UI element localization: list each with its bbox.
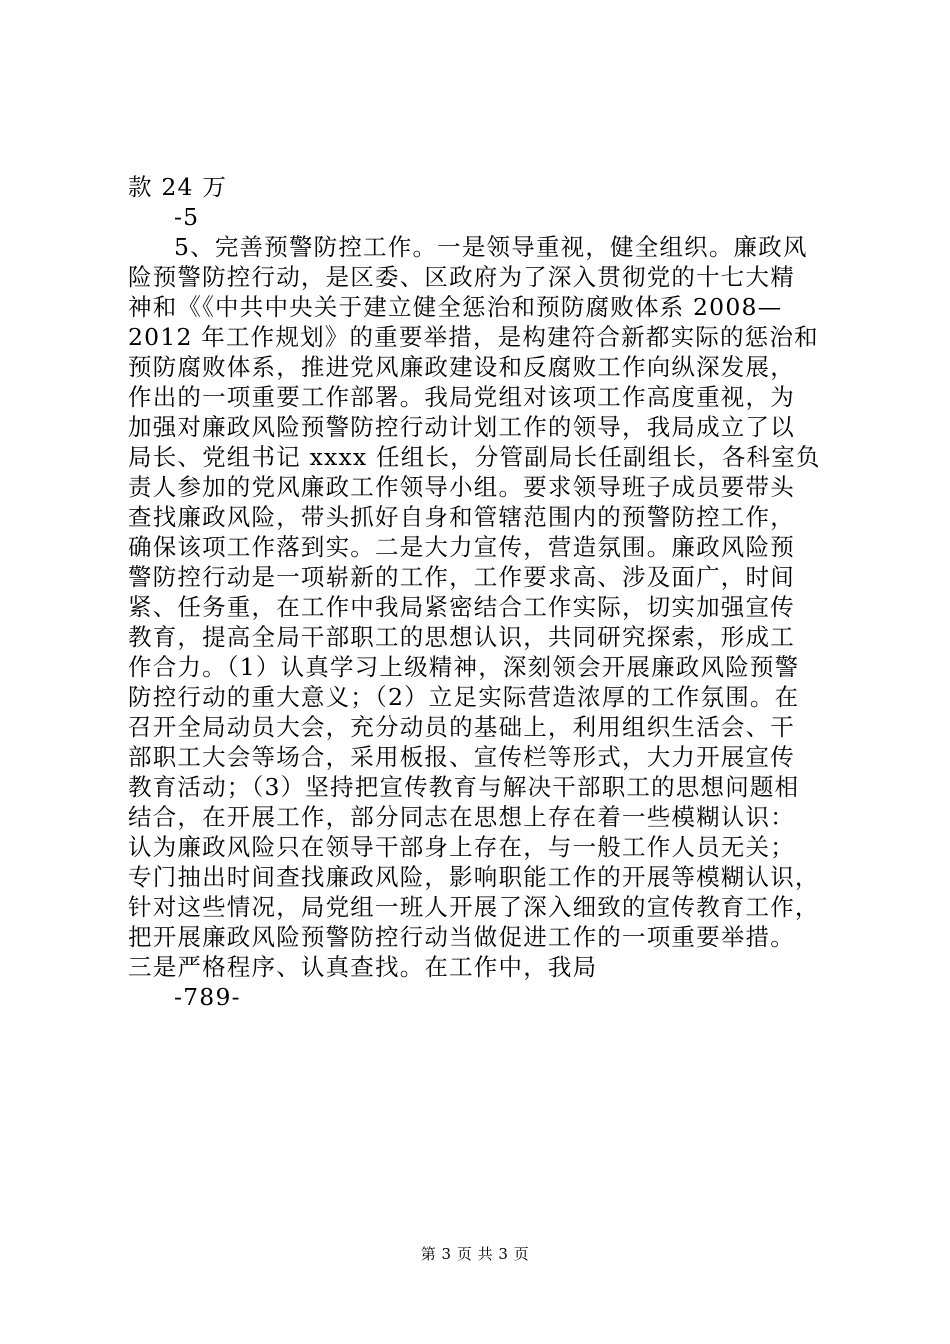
- body-line: 作合力。（1）认真学习上级精神，深刻领会开展廉政风险预警: [128, 653, 800, 681]
- body-line: 教育活动；（3）坚持把宣传教育与解决干部职工的思想问题相: [128, 773, 800, 801]
- body-line: 款 24 万: [128, 173, 228, 201]
- body-line: 结合，在开展工作，部分同志在思想上存在着一些模糊认识：: [128, 803, 795, 831]
- body-line: 查找廉政风险，带头抓好自身和管辖范围内的预警防控工作，: [128, 503, 795, 531]
- body-line: -789-: [174, 983, 241, 1011]
- body-line: 责人参加的党风廉政工作领导小组。要求领导班子成员要带头: [128, 473, 795, 501]
- body-line: 教育，提高全局干部职工的思想认识，共同研究探索，形成工: [128, 623, 795, 651]
- body-line: 召开全局动员大会，充分动员的基础上，利用组织生活会、干: [128, 713, 795, 741]
- body-line: 5、完善预警防控工作。一是领导重视，健全组织。廉政风: [174, 233, 808, 261]
- body-line: 部职工大会等场合，采用板报、宣传栏等形式，大力开展宣传: [128, 743, 795, 771]
- body-line: 加强对廉政风险预警防控行动计划工作的领导，我局成立了以: [128, 413, 795, 441]
- body-line: 专门抽出时间查找廉政风险，影响职能工作的开展等模糊认识，: [128, 863, 820, 891]
- body-line: 把开展廉政风险预警防控行动当做促进工作的一项重要举措。: [128, 923, 795, 951]
- page-number-label: 第 3 页 共 3 页: [420, 1245, 530, 1263]
- body-line: 紧、任务重，在工作中我局紧密结合工作实际，切实加强宣传: [128, 593, 795, 621]
- body-line: 警防控行动是一项崭新的工作，工作要求高、涉及面广，时间: [128, 563, 795, 591]
- body-line: 针对这些情况，局党组一班人开展了深入细致的宣传教育工作，: [128, 893, 820, 921]
- body-line: 三是严格程序、认真查找。在工作中，我局: [128, 953, 598, 981]
- document-body: [128, 172, 828, 1012]
- body-line: 确保该项工作落到实。二是大力宣传，营造氛围。廉政风险预: [128, 533, 795, 561]
- body-line: 认为廉政风险只在领导干部身上存在，与一般工作人员无关；: [128, 833, 795, 861]
- body-line: 预防腐败体系，推进党风廉政建设和反腐败工作向纵深发展，: [128, 353, 795, 381]
- body-line: 作出的一项重要工作部署。我局党组对该项工作高度重视，为: [128, 383, 795, 411]
- body-line: 神和《《中共中央关于建立健全惩治和预防腐败体系 2008—: [128, 293, 783, 321]
- body-line: 2012 年工作规划》的重要举措，是构建符合新都实际的惩治和: [128, 323, 819, 351]
- page-footer: [0, 1244, 950, 1264]
- body-line: -5: [174, 203, 200, 231]
- body-line: 局长、党组书记 xxxx 任组长，分管副局长任副组长，各科室负: [128, 443, 821, 471]
- body-line: 险预警防控行动，是区委、区政府为了深入贯彻党的十七大精: [128, 263, 795, 291]
- body-line: 防控行动的重大意义；（2）立足实际营造浓厚的工作氛围。在: [128, 683, 800, 711]
